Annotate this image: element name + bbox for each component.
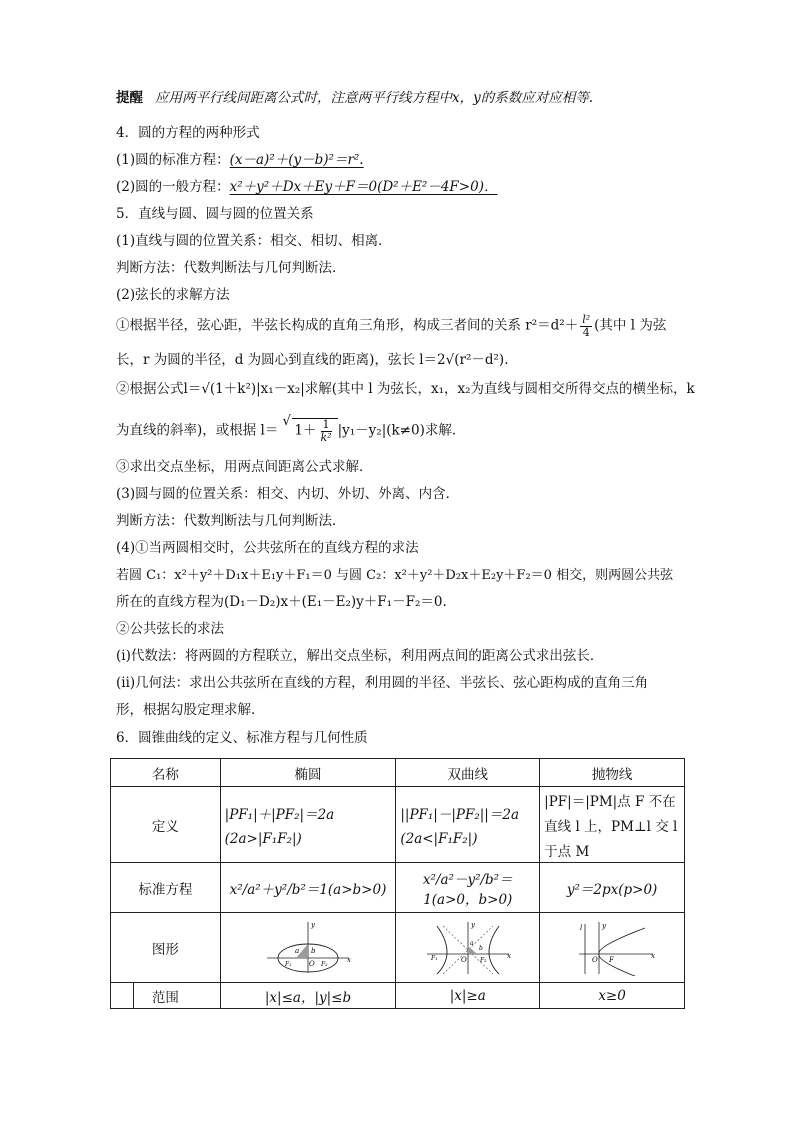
svg-text:l: l: [580, 923, 583, 932]
table-header-row: [111, 759, 685, 787]
svg-text:x: x: [506, 951, 511, 960]
svg-text:y: y: [602, 921, 607, 930]
tip-label: 提醒: [116, 90, 143, 106]
paragraph: (1)直线与圆的位置关系：相交、相切、相离．: [116, 233, 392, 249]
row-label: 标准方程: [111, 863, 221, 913]
svg-text:O: O: [592, 955, 598, 964]
svg-text:x: x: [651, 951, 656, 960]
hyperbola-definition: ||PF₁|－|PF₂||＝2a (2a<|F₁F₂|): [396, 787, 540, 863]
paragraph: (ⅰ)代数法：将两圆的方程联立，解出交点坐标，利用两点间的距离公式求出弦长．: [116, 648, 604, 664]
svg-text:F₂: F₂: [479, 956, 487, 964]
svg-text:y: y: [311, 920, 315, 929]
svg-text:O: O: [460, 955, 467, 964]
paragraph: (3)圆与圆的位置关系：相交、内切、外切、外离、内含．: [116, 486, 460, 502]
paragraph: 若圆 C₁：x²＋y²＋D₁x＋E₁y＋F₁＝0 与圆 C₂：x²＋y²＋D₂x＋E₂y＋F₂＝0 相交，则两圆公共弦: [116, 568, 674, 583]
paragraph: (ⅱ)几何法：求出公共弦所在直线的方程，利用圆的半径、半弦长、弦心距构成的直角三角: [116, 675, 649, 691]
paragraph: (4)①当两圆相交时，公共弦所在的直线方程的求法: [116, 540, 419, 556]
svg-text:b: b: [311, 946, 316, 955]
header-cell: 抛物线: [540, 759, 685, 787]
general-equation: x²＋y²＋Dx＋Ey＋F＝0(D²＋E²－4F>0)．: [229, 179, 498, 195]
paragraph: ③求出交点坐标，用两点间距离公式求解．: [116, 459, 373, 475]
ellipse-standard-equation: x²/a²＋y²/b²＝1(a>b>0): [220, 863, 396, 913]
table-row-range: [111, 983, 685, 1009]
sqrt: √ 1＋ $\frac{1}{\text{k²}}$: [292, 418, 337, 443]
svg-text:F: F: [609, 955, 614, 964]
cell-divider: [133, 983, 134, 1008]
conic-table: [110, 758, 685, 1009]
row-label: 范围: [111, 983, 221, 1009]
svg-text:a: a: [469, 939, 474, 947]
paragraph: 判断方法：代数判断法与几何判断法．: [116, 260, 346, 276]
tip-text: 应用两平行线间距离公式时，注意两平行线方程中x，y的系数应对应相等.: [155, 90, 594, 106]
standard-equation: (x－a)²＋(y－b)²＝r².: [229, 152, 364, 168]
parabola-standard-equation: y²＝2px(p>0): [540, 863, 685, 913]
svg-text:b: b: [478, 944, 483, 952]
parabola-range: x≥0: [540, 983, 685, 1009]
header-cell: 双曲线: [396, 759, 540, 787]
svg-text:a: a: [295, 946, 300, 955]
svg-text:F₁: F₁: [285, 960, 292, 968]
parabola-definition: |PF|＝|PM|点 F 不在 直线 l 上，PM⊥l 交 l 于点 M: [540, 787, 685, 863]
table-row-figure: [111, 913, 685, 983]
parabola-figure: [567, 920, 657, 976]
paragraph: ②根据公式l＝√(1＋k²)|x₁－x₂|求解(其中 l 为弦长，x₁，x₂为直线与圆相交所得交点的横坐标，k: [116, 381, 695, 397]
fraction: $\frac{\text{l²}}{4}$: [582, 313, 591, 339]
svg-text:O: O: [309, 959, 315, 968]
hyperbola-range: |x|≥a: [396, 983, 540, 1009]
hyperbola-figure: [423, 920, 513, 976]
svg-text:F₁: F₁: [430, 954, 438, 962]
table-row-definition: [111, 787, 685, 863]
hyperbola-figure-cell: [396, 913, 540, 983]
general-equation-line: (2)圆的一般方程：x²＋y²＋Dx＋Ey＋F＝0(D²＋E²－4F>0)．: [116, 179, 498, 195]
ellipse-range: |x|≤a，|y|≤b: [220, 983, 396, 1009]
header-cell: 椭圆: [220, 759, 396, 787]
svg-text:x: x: [347, 955, 351, 964]
paragraph: 长，r 为圆的半径，d 为圆心到直线的距离)，弦长 l＝2√(r²－d²).: [116, 352, 509, 368]
paragraph-chord-relation: ①根据半径，弦心距，半弦长构成的直角三角形，构成三者间的关系 r²＝d²＋ $\frac{\text{l²}}{4}$ (其中 l 为弦: [116, 313, 667, 339]
hyperbola-standard-equation: x²/a²－y²/b²＝1(a>0，b>0): [396, 863, 540, 913]
paragraph-chord-formula: 为直线的斜率)，或根据 l＝√ 1＋ $\frac{1}{\text{k²}}$ |y₁－y₂|(k≠0)求解．: [116, 418, 465, 443]
table-row-standard-equation: [111, 863, 685, 913]
row-label: 定义: [111, 787, 221, 863]
section-6-title: 6．圆锥曲线的定义、标准方程与几何性质: [116, 730, 368, 746]
section-5-title: 5．直线与圆、圆与圆的位置关系: [116, 206, 314, 222]
ellipse-definition: |PF₁|＋|PF₂|＝2a (2a>|F₁F₂|): [220, 787, 396, 863]
section-4-title: 4．圆的方程的两种形式: [116, 125, 260, 141]
standard-equation-line: (1)圆的标准方程：(x－a)²＋(y－b)²＝r².: [116, 152, 364, 168]
paragraph: 判断方法：代数判断法与几何判断法．: [116, 513, 346, 529]
ellipse-figure: [263, 920, 353, 976]
ellipse-figure-cell: [220, 913, 396, 983]
svg-text:y: y: [470, 920, 475, 929]
tip-paragraph: [116, 92, 593, 106]
svg-text:F₂: F₂: [321, 960, 328, 968]
fraction: $\frac{1}{\text{k²}}$: [320, 418, 332, 444]
paragraph: (2)弦长的求解方法: [116, 287, 230, 303]
paragraph: ②公共弦长的求法: [116, 621, 224, 637]
header-cell: 名称: [111, 759, 221, 787]
parabola-figure-cell: [540, 913, 685, 983]
paragraph: 所在的直线方程为(D₁－D₂)x＋(E₁－E₂)y＋F₁－F₂＝0.: [116, 594, 447, 610]
row-label: 图形: [111, 913, 221, 983]
paragraph: 形，根据勾股定理求解．: [116, 702, 265, 718]
